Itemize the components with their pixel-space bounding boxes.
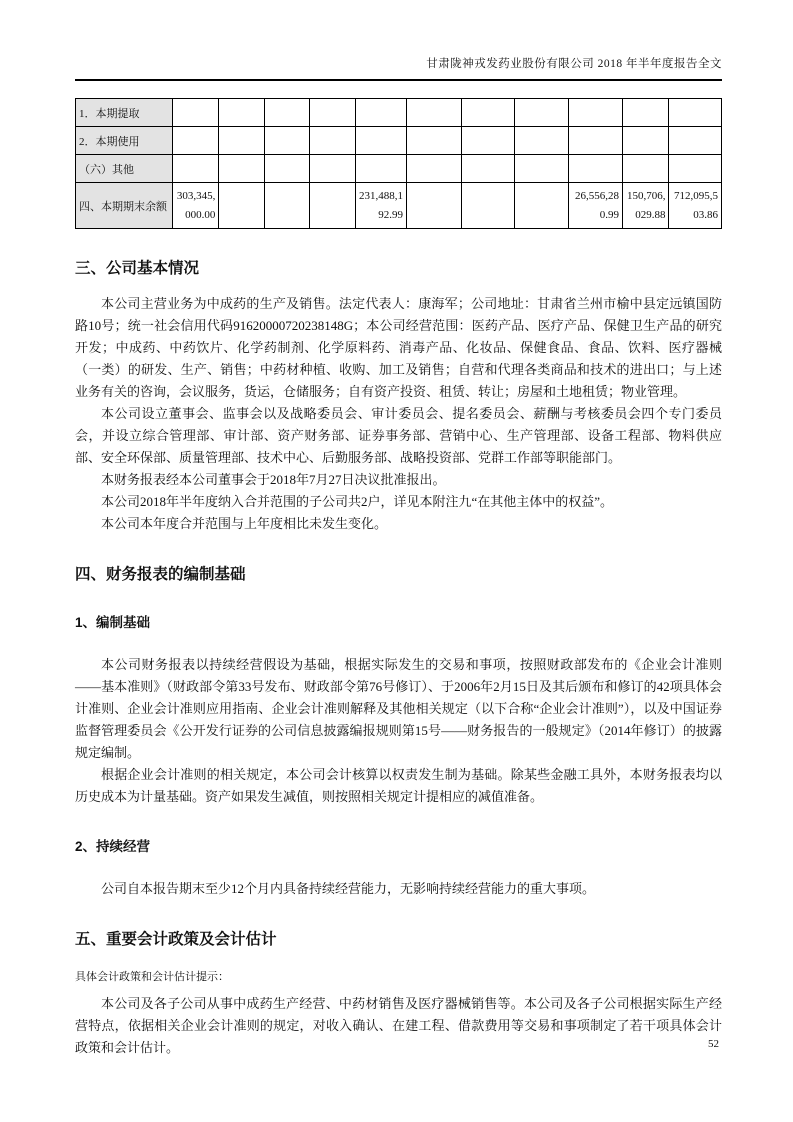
table-cell	[407, 155, 462, 183]
table-cell: 303,345,000.00	[172, 183, 218, 229]
table-cell	[310, 127, 355, 155]
table-cell: 231,488,192.99	[355, 183, 406, 229]
table-cell	[461, 183, 514, 229]
table-cell	[172, 127, 218, 155]
table-cell	[568, 99, 623, 127]
table-cell	[264, 127, 309, 155]
paragraph: 公司自本报告期末至少12个月内具备持续经营能力，无影响持续经营能力的重大事项。	[101, 881, 596, 896]
table-cell	[355, 155, 406, 183]
row-label: 1．本期提取	[76, 99, 173, 127]
table-cell	[264, 155, 309, 183]
reserves-table	[75, 98, 722, 229]
paragraph: 本公司财务报表以持续经营假设为基础，根据实际发生的交易和事项，按照财政部发布的《企业会计准则——基本准则》（财政部令第33号发布、财政部令第76号修订）、于2006年2月15日及其后颁布和修订的42项具体会计准则、企业会计准则应用指南、企业会计准则解释及其他相关规定（以下合称“企业会计准则”），以及中国证券监督管理委员会《公开发行证券的公司信息披露编报规则第15号——财务报告的一般规定》（2014年修订）的披露规定编制。	[75, 657, 722, 760]
paragraph: 本财务报表经本公司董事会于2018年7月27日决议批准报出。	[101, 472, 446, 487]
table-cell	[515, 183, 568, 229]
table-cell	[623, 127, 669, 155]
paragraph: 本公司及各子公司从事中成药生产经营、中药材销售及医疗器械销售等。本公司及各子公司根据实际生产经营特点，依据相关企业会计准则的规定，对收入确认、在建工程、借款费用等交易和事项制定了若干项具体会计政策和会计估计。	[75, 996, 722, 1055]
section-heading-company-profile: 三、公司基本情况	[75, 260, 200, 277]
table-cell	[568, 127, 623, 155]
row-label: （六）其他	[76, 155, 173, 183]
row-label: 四、本期期末余额	[76, 183, 173, 229]
table-cell	[219, 183, 264, 229]
table-row	[76, 99, 722, 127]
table-row	[76, 127, 722, 155]
table-cell	[310, 155, 355, 183]
table-cell	[172, 155, 218, 183]
table-cell	[172, 99, 218, 127]
table-cell	[568, 155, 623, 183]
table-cell	[623, 155, 669, 183]
table-cell	[623, 99, 669, 127]
table-cell: 26,556,280.99	[568, 183, 623, 229]
row-label: 2．本期使用	[76, 127, 173, 155]
table-cell	[669, 99, 722, 127]
table-cell	[310, 99, 355, 127]
table-cell	[407, 127, 462, 155]
table-cell	[669, 127, 722, 155]
page-header	[75, 55, 722, 81]
table-row	[76, 155, 722, 183]
report-title: 甘肃陇神戎发药业股份有限公司 2018 年半年度报告全文	[426, 58, 722, 70]
policy-note: 具体会计政策和会计估计提示：	[75, 971, 229, 983]
table-cell	[219, 99, 264, 127]
table-cell	[355, 127, 406, 155]
table-cell	[515, 99, 568, 127]
table-cell	[264, 183, 309, 229]
table-cell	[461, 127, 514, 155]
table-cell	[669, 155, 722, 183]
subsection-heading-basis: 1、编制基础	[75, 615, 151, 630]
table-cell	[461, 99, 514, 127]
page-number: 52	[708, 1038, 719, 1050]
table-cell	[461, 155, 514, 183]
table-cell: 712,095,503.86	[669, 183, 722, 229]
paragraph: 本公司设立董事会、监事会以及战略委员会、审计委员会、提名委员会、薪酬与考核委员会四个专门委员会，并设立综合管理部、审计部、资产财务部、证券事务部、营销中心、生产管理部、设备工程部、物料供应部、安全环保部、质量管理部、技术中心、后勤服务部、战略投资部、党群工作部等职能部门。	[75, 406, 722, 465]
table-cell	[264, 99, 309, 127]
table-cell	[515, 127, 568, 155]
subsection-heading-going-concern: 2、持续经营	[75, 839, 151, 854]
section-heading-preparation-basis: 四、财务报表的编制基础	[75, 566, 246, 583]
table-cell	[219, 155, 264, 183]
table-cell	[310, 183, 355, 229]
section-heading-accounting-policies: 五、重要会计政策及会计估计	[75, 931, 277, 948]
table-cell	[219, 127, 264, 155]
table-cell	[407, 99, 462, 127]
paragraph: 本公司2018年半年度纳入合并范围的子公司共2户，详见本附注九“在其他主体中的权益”。	[101, 494, 614, 509]
table-cell	[355, 99, 406, 127]
table-cell	[407, 183, 462, 229]
paragraph: 本公司主营业务为中成药的生产及销售。法定代表人：康海军；公司地址：甘肃省兰州市榆中县定远镇国防路10号；统一社会信用代码91620000720238148G；本公司经营范围：医药产品、医疗产品、保健卫生产品的研究开发；中成药、中药饮片、化学药制剂、化学原料药、消毒产品、化妆品、保健食品、食品、饮料、医疗器械（一类）的研发、生产、销售；中药材种植、收购、加工及销售；自营和代理各类商品和技术的进出口；与上述业务有关的咨询，会议服务，货运，仓储服务；自有资产投资、租赁、转让；房屋和土地租赁；物业管理。	[75, 296, 722, 399]
paragraph: 本公司本年度合并范围与上年度相比未发生变化。	[101, 516, 388, 531]
table-cell: 150,706,029.88	[623, 183, 669, 229]
paragraph: 根据企业会计准则的相关规定，本公司会计核算以权责发生制为基础。除某些金融工具外，本财务报表均以历史成本为计量基础。资产如果发生减值，则按照相关规定计提相应的减值准备。	[75, 767, 722, 804]
table-cell	[515, 155, 568, 183]
table-row	[76, 183, 722, 229]
